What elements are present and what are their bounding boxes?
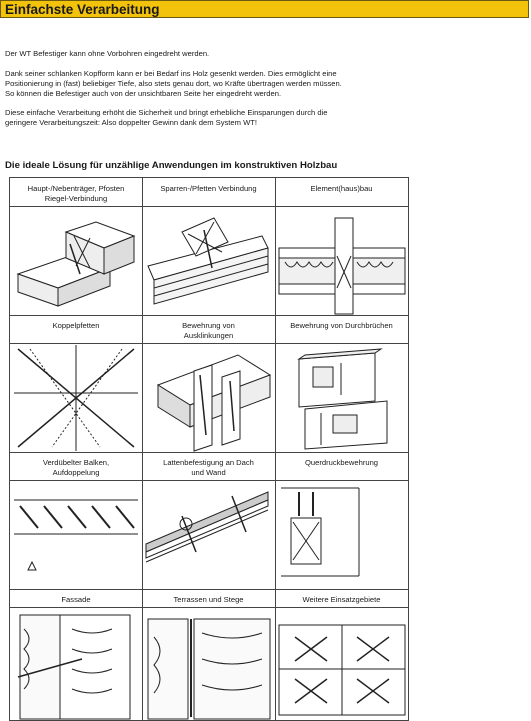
application-cell-beam-joint — [10, 178, 142, 315]
intro-line: geringere Verarbeitungszeit: Also doppelter Gewinn dank dem System WT! — [5, 118, 257, 127]
label-line: Lattenbefestigung an Dach — [163, 458, 254, 467]
further-uses-icon — [275, 589, 408, 720]
intro-paragraph-2 — [5, 69, 525, 99]
application-cell-terrace — [142, 589, 275, 720]
element-construction-icon — [275, 178, 408, 315]
header-banner — [0, 0, 529, 18]
label-line: Haupt-/Nebenträger, Pfosten — [27, 184, 125, 193]
application-cell-coupled-purlin — [10, 315, 142, 452]
application-cell-notch — [142, 315, 275, 452]
terrace-icon — [142, 589, 275, 720]
facade-icon — [10, 589, 142, 720]
batten-fixing-icon — [142, 452, 275, 589]
label-line: Terrassen und Stege — [173, 595, 244, 604]
intro-line: Dank seiner schlanken Kopfform kann er bei Bedarf ins Holz gesenkt werden. Dies ermöglicht eine — [5, 69, 337, 78]
opening-reinforcement-icon — [275, 315, 408, 452]
application-cell-rafter-purlin — [142, 178, 275, 315]
label-line: Bewehrung von Durchbrüchen — [290, 321, 393, 330]
label-line: Aufdoppelung — [52, 467, 100, 477]
notch-reinforcement-icon — [142, 315, 275, 452]
application-cell-opening — [275, 315, 408, 452]
label-line: und Wand — [191, 467, 226, 477]
doweled-beam-icon — [10, 452, 142, 589]
intro-line: Diese einfache Verarbeitung erhöht die Sicherheit und bringt erhebliche Einsparungen durch die — [5, 108, 328, 117]
application-grid — [9, 177, 409, 721]
label-line: Sparren-/Pfetten Verbindung — [160, 184, 257, 193]
intro-paragraph-3 — [5, 108, 525, 128]
beam-joint-icon — [10, 178, 142, 315]
application-cell-compression — [275, 452, 408, 589]
label-line: Koppelpfetten — [52, 321, 100, 330]
label-line: Fassade — [61, 595, 91, 604]
intro-paragraph-1 — [5, 49, 525, 59]
application-cell-further — [275, 589, 408, 720]
rafter-purlin-icon — [142, 178, 275, 315]
section-title: Die ideale Lösung für unzählige Anwendungen im konstruktiven Holzbau — [5, 160, 338, 171]
coupled-purlin-icon — [10, 315, 142, 452]
page-title: Einfachste Verarbeitung — [5, 2, 160, 17]
label-line: Weitere Einsatzgebiete — [302, 595, 381, 604]
label-line: Bewehrung von — [182, 321, 235, 330]
label-line: Ausklinkungen — [183, 330, 234, 340]
label-line: Querdruckbewehrung — [304, 458, 379, 467]
label-line: Element(haus)bau — [310, 184, 373, 193]
label-line: Verdübelter Balken, — [42, 458, 110, 467]
compression-reinforcement-icon — [275, 452, 408, 589]
application-cell-batten — [142, 452, 275, 589]
application-cell-facade — [10, 589, 142, 720]
application-cell-element — [275, 178, 408, 315]
label-line: Riegel-Verbindung — [44, 193, 108, 203]
intro-line: So können die Befestiger auch von der unsichtbaren Seite her eingedreht werden. — [5, 89, 282, 98]
intro-line: Positionierung in (fast) beliebiger Tiefe, also stets genau dort, wo Kräfte übertragen werden müssen. — [5, 79, 342, 88]
intro-line: Der WT Befestiger kann ohne Vorbohren eingedreht werden. — [5, 49, 210, 58]
application-cell-doweled-beam — [10, 452, 142, 589]
